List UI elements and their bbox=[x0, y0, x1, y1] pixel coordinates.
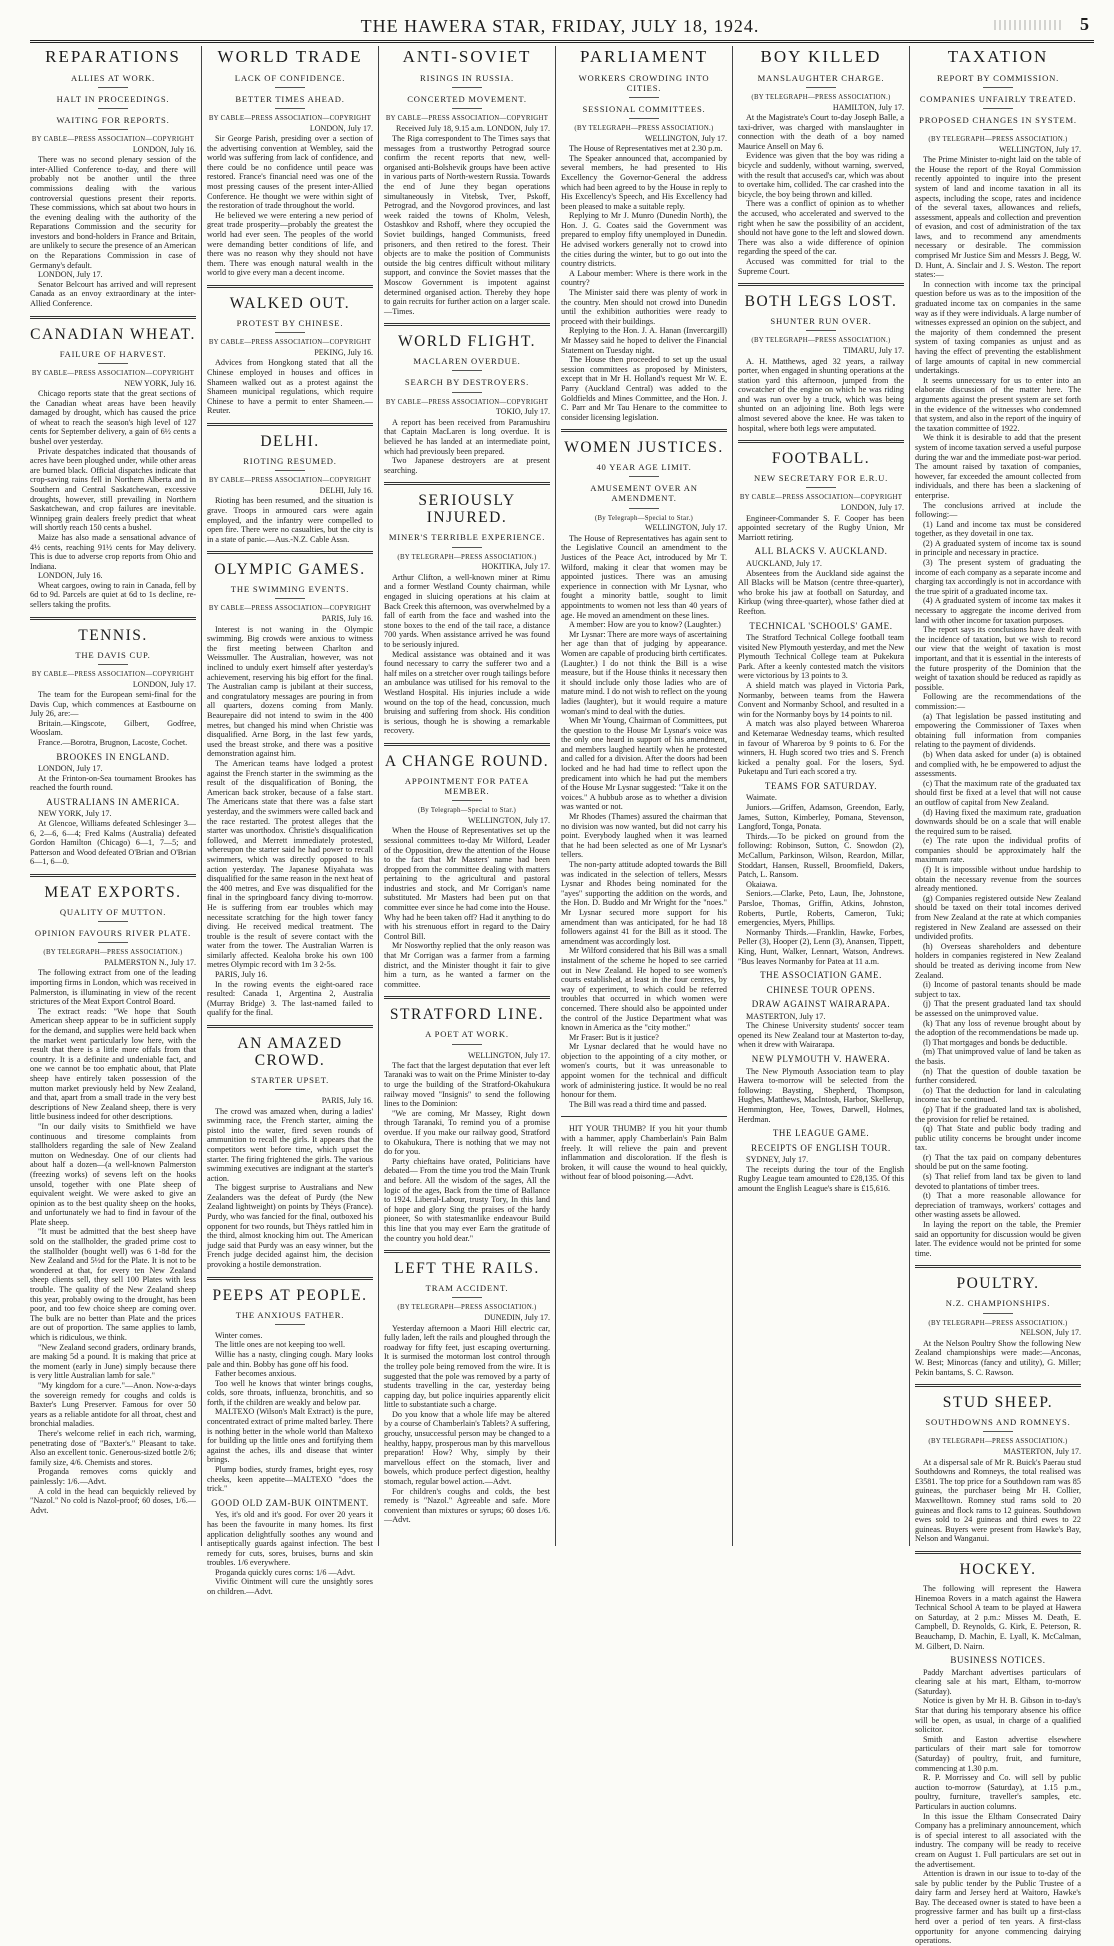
story-subhead: ALLIES AT WORK. bbox=[30, 73, 196, 88]
story-paragraph: The House then proceeded to set up the usual session committees as proposed by Ministers, except that in Mr H. Holland's request Mr W. E. Parry (Auckland Central) was added to the Goldfields and Mines Committee, and the Hon. J. C. Parr and Mr Tau Henare to the committee to consider licensing legislation. bbox=[561, 355, 727, 422]
story-paragraph: A member: How are you to know? (Laughter.) bbox=[569, 620, 721, 630]
story-dateline: PEKING, July 16. bbox=[314, 348, 373, 358]
masthead-rule bbox=[30, 40, 1094, 41]
story-dateline: PALMERSTON N., July 17. bbox=[104, 958, 196, 968]
story-paragraph: "In our daily visits to Smithfield we have continuous and tiresome complaints from stallholders regarding the sale of New Zealand mutton on Wednesday. One of our clients had about half a dozen—(a well-known Palmerston (freezing works) of sevens left on the hooks unsold, together with one Plate sheep of equivalent weight. We were asked to give an opinion as to the best quality sheep on the hooks, and unfortunately we had to find in favour of the Plate sheep. bbox=[30, 1121, 196, 1227]
story-divider bbox=[30, 316, 196, 319]
story-subhead: AMUSEMENT OVER AN AMENDMENT. bbox=[561, 483, 727, 508]
story-paragraph: At the Magistrate's Court to-day Joseph Balle, a taxi-driver, was charged with manslaughter in connection with the death of a boy named Maurice Ansell on May 6. bbox=[738, 113, 904, 151]
column-3 bbox=[384, 46, 550, 1546]
story-divider bbox=[384, 743, 550, 746]
story-paragraph: Normanby Thirds.—Franklin, Hawke, Forbes, Peller (3), Hooper (2), Lenn (3), Anansen, Tippett, King, Hunt, Walker, Lennart, Watson, Andrews. "Bus leaves Normanby for Patea at 11 a.m. bbox=[738, 927, 904, 966]
story-headline: CANADIAN WHEAT. bbox=[30, 325, 196, 343]
story-paragraph: Vivific Ointment will cure the unsightly sores on children.—Advt. bbox=[207, 1577, 373, 1597]
story-divider bbox=[30, 874, 196, 877]
story-subhead: WORKERS CROWDING INTO CITIES. bbox=[561, 73, 727, 98]
story-dateline: HAMILTON, July 17. bbox=[832, 102, 904, 112]
column-6 bbox=[915, 46, 1081, 1946]
story-paragraph: The fact that the largest deputation that ever left Taranaki was to wait on the Prime Minister to-day to urge the building of the Stratford-Okahukura railway moved "Insignis" to send the following lines to the Dominion: bbox=[384, 1060, 550, 1109]
story-dateline: LONDON, July 17. bbox=[840, 503, 904, 513]
story-divider bbox=[384, 323, 550, 326]
story-dateline: NELSON, July 17. bbox=[1020, 1328, 1081, 1338]
story-dateline: TOKIO, July 17. bbox=[495, 407, 550, 417]
story-paragraph: A report has been received from Paramushiru that Captain MacLaren is long overdue. It is believed he has landed at an intermediate point, which had previously been prepared. bbox=[384, 417, 550, 456]
story-subhead: STARTER UPSET. bbox=[207, 1075, 373, 1090]
story-paragraph: Engineer-Commander S. F. Cooper has been appointed secretary of the Rugby Union, Mr Marriott retiring. bbox=[738, 513, 904, 542]
story-divider bbox=[561, 1116, 727, 1117]
story-dateline: WELLINGTON, July 17. bbox=[467, 815, 550, 825]
story-paragraph: The report says its conclusions have dealt with the incidence of taxation, but we wish to record our view that the weight of taxation is most important, and that it is essential in the interests of the future prosperity of the Dominion that the weight of taxation should be reduced as rapidly as possible. bbox=[915, 625, 1081, 692]
story-paragraph: Interest is not waning in the Olympic swimming. Big crowds were anxious to witness the first meeting between Charlton and Weissmuller. The Australian, however, was not inclined to unduly exert himself after yesterday's achievement, reserving his big effort for the final. The Australian camp is jubilant at their success, and congratulatory messages are pouring in from all quarters, dozens coming from Manly. Beaurepaire did not intend to swim in the 400 metres, but changed his mind when Christie was disqualified. Arne Borg, in the last few yards, used the breast stroke, and there was a positive demonstration against him. bbox=[207, 624, 373, 759]
story-paragraph: Replying to Mr J. Munro (Dunedin North), the Hon. J. G. Coates said the Government was prepared to employ fifty unemployed in Dunedin. He advised workers generally not to crowd into the cities during the winter, but to go out into the country districts. bbox=[561, 211, 727, 269]
story-dateline: LONDON, July 17. bbox=[309, 123, 373, 133]
story-paragraph: Chicago reports state that the great sections of the Canadian wheat areas have been heavily damaged by drought, which has caused the price of wheat to reach the season's high level of 127 cents for September delivery, a gain of 6½ cents a bushel over yesterday. bbox=[30, 389, 196, 446]
story-paragraph: Maize has also made a sensational advance of 4½ cents, reaching 91½ cents for May delivery. This is due to adverse crop reports from Ohio and Indiana. bbox=[30, 532, 196, 571]
story-paragraph: Two Japanese destroyers are at present searching. bbox=[384, 456, 550, 475]
story-section-label: RECEIPTS OF ENGLISH TOUR. bbox=[751, 1142, 891, 1153]
story-paragraph: Mr Wilford considered that his Bill was a small instalment of the scheme he hoped to see carried out in New Zealand. He hoped to see women's courts established, at least in the four centres, by way of experiment, to which could be referred troubles that occurred in which women were concerned. There should also be appointed under the control of the Justice Department what was known in America as the "city mother." bbox=[561, 946, 727, 1033]
story-subhead: RIOTING RESUMED. bbox=[207, 456, 373, 471]
story-paragraph: The receipts during the tour of the English Rugby League team amounted to £28,135. Of this amount the English League's share is £15,616. bbox=[738, 1164, 904, 1193]
story-paragraph: The House of Representatives has again sent to the Legislative Council an amendment to the Justices of the Peace Act, introduced by Mr T. Wilford, making it clear that women may be appointed justices. There was an amusing experience in connection with Mr Lysnar, who fought a minority battle, sought to limit appointments to women not less than 40 years of age. He moved an amendment on these lines. bbox=[561, 533, 727, 620]
story-paragraph: Father becomes anxious. bbox=[215, 1369, 297, 1379]
story-byline: (BY TELEGRAPH—PRESS ASSOCIATION.) bbox=[574, 124, 714, 132]
story-paragraph: (f) It is impossible without undue hardship to obtain the necessary revenue from the sources already mentioned. bbox=[915, 865, 1081, 894]
story-dateline: PARIS, July 16. bbox=[321, 1096, 373, 1106]
story-paragraph: (g) Companies registered outside New Zealand should be taxed on their total incomes derived from New Zealand at the rate at which companies registered in New Zealand are assessed on their undivided profits. bbox=[915, 893, 1081, 942]
story-paragraph: Mr Nosworthy replied that the only reason was that Mr Corrigan was a farmer from a farming district, and the Minister thought it fair to give him a turn, as he wanted a farmer on the committee. bbox=[384, 941, 550, 989]
story-paragraph: In laying the report on the table, the Premier said an opportunity for discussion would be given later. The evidence would not be printed for some time. bbox=[915, 1220, 1081, 1258]
story-byline: BY CABLE—PRESS ASSOCIATION—COPYRIGHT bbox=[31, 135, 195, 143]
page-number: 5 bbox=[1080, 14, 1090, 34]
story-byline: BY CABLE—PRESS ASSOCIATION—COPYRIGHT bbox=[208, 477, 372, 485]
story-paragraph: (4) A graduated system of income tax makes it necessary to aggregate the income derived from land with other income for taxation purposes. bbox=[915, 596, 1081, 625]
story-paragraph: NEW YORK, July 17. bbox=[38, 809, 112, 819]
column-1 bbox=[30, 46, 196, 1546]
story-byline: (BY TELEGRAPH—PRESS ASSOCIATION.) bbox=[928, 135, 1068, 143]
story-paragraph: (a) That legislation be passed instituting and empowering the Commissioner of Taxes when obtaining full information from companies relating to the payment of dividends. bbox=[915, 711, 1081, 750]
story-subhead: SHUNTER RUN OVER. bbox=[738, 316, 904, 331]
story-byline: (By Telegraph—Special to Star.) bbox=[594, 514, 694, 522]
story-paragraph: R. P. Morrissey and Co. will sell by public auction to-morrow (Saturday), at 1.15 p.m., poultry, furniture, traveller's samples, etc. Particulars in auction columns. bbox=[915, 1773, 1081, 1811]
story-paragraph: Arthur Clifton, a well-known miner at Rimu and a former Westland County chairman, while engaged in sluicing operations at his claim at Back Creek this afternoon, was overwhelmed by a fall of earth from the face and washed into the stone boxes to the end of the tail race, a distance 700 yards. When assistance arrived he was found to be seriously injured. bbox=[384, 572, 550, 649]
story-paragraph: Mr Fraser: But is it justice? bbox=[569, 1032, 659, 1042]
story-dateline: PARIS, July 16. bbox=[321, 614, 373, 624]
story-section-label: CHINESE TOUR OPENS. bbox=[766, 984, 876, 995]
story-paragraph: (p) That if the graduated land tax is abolished, the provision for relief be retained. bbox=[915, 1104, 1081, 1124]
story-paragraph: AUCKLAND, July 17. bbox=[746, 558, 822, 568]
story-paragraph: (i) Income of pastoral tenants should be made subject to tax. bbox=[915, 980, 1081, 999]
story-dateline: LONDON, July 17. bbox=[132, 679, 196, 689]
story-dateline: DUNEDIN, July 17. bbox=[484, 1313, 550, 1323]
story-subhead: FAILURE OF HARVEST. bbox=[30, 349, 196, 364]
story-paragraph: There's welcome relief in each rich, warming, penetrating dose of "Baxter's." Pleasant to take. Also an excellent tonic. Generous-sized bottle 2/6; family size, 4/6. Chemists and stores. bbox=[30, 1428, 196, 1467]
story-paragraph: The American teams have lodged a protest against the French starter in the swimming as the result of the disqualification of Boning, the American back stroker, because of a false start. The Americans state that there was a false start yesterday, and the swimmers were called back and the race restarted. The protest alleges that the starter was unorthodox. Christie's disqualification followed, and Merrett immediately protested, whereupon the starter said he had power to recall swimmers, which was directly opposed to his action yesterday. The Japanese Miyahata was disqualified for the same reason in the next heat of the 400 metres, and Eve was disqualified for the final in the springboard fancy diving to-morrow. He is suffering from ear troubles which may necessitate scratching for the high tower fancy diving. He received medical treatment. The trouble is the result of severe contact with the water from the tower. The Australian Warren is similarly affected. Kealoha broke his own 100 metres Olympic record with 1m 3 2-5s. bbox=[207, 759, 373, 970]
story-byline: (BY TELEGRAPH—PRESS ASSOCIATION.) bbox=[928, 1319, 1068, 1327]
story-paragraph: A shield match was played in Victoria Park, Normanby, between teams from the Hawera Convent and Normanby School, and resulted in a win for the Normanby boys by 14 points to nil. bbox=[738, 681, 904, 719]
column-rule bbox=[555, 46, 556, 1546]
story-paragraph: (k) That any loss of revenue brought about by the adoption of the recommendations be made up. bbox=[915, 1018, 1081, 1038]
story-paragraph: It seems unnecessary for us to enter into an elaborate discussion of the matter here. The arguments against the present system are set forth in the evidence of the witnesses who condemned that system, and also in the report of the inquiry of the taxation committee of 1922. bbox=[915, 375, 1081, 433]
masthead-rule-lower bbox=[30, 42, 1094, 43]
story-paragraph: Accused was committed for trial to the Supreme Court. bbox=[738, 256, 904, 276]
column-rule bbox=[732, 46, 733, 1546]
story-section-label: TECHNICAL 'SCHOOLS' GAME. bbox=[749, 620, 893, 631]
story-subhead: TRAM ACCIDENT. bbox=[384, 1283, 550, 1298]
story-paragraph: At Glencoe, Williams defeated Schlesinger 3—6, 2—6, 6—4; Fred Kalms (Australia) defeated Gordon Hamilton (Chicago) 6—1, 7—5; and Patterson and Wood defeated O'Brian and O'Brian 6—1, 6—0. bbox=[30, 819, 196, 867]
story-paragraph: Sir George Parish, presiding over a section of the advertising convention at Wembley, said the world was suffering from lack of confidence, and there could be no confidence until peace was restored. France's financial need was one of the most pressing causes of the present inter-Allied Conference. He thought we were within sight of the restoration of trade throughout the world. bbox=[207, 134, 373, 211]
story-paragraph: Willie has a nasty, clinging cough. Mary looks pale and thin. Bobby has gone off his food. bbox=[207, 1349, 373, 1369]
story-paragraph: Senator Belcourt has arrived and will represent Canada as an envoy extraordinary at the inter-Allied Conference. bbox=[30, 279, 196, 309]
story-subhead: SEARCH BY DESTROYERS. bbox=[384, 377, 550, 392]
story-paragraph: (o) That the deduction for land in calculating income tax be continued. bbox=[915, 1085, 1081, 1105]
story-section-label: DRAW AGAINST WAIRARAPA. bbox=[751, 999, 891, 1010]
story-paragraph: At the Frinton-on-Sea tournament Brookes has reached the fourth round. bbox=[30, 773, 196, 793]
story-paragraph: Advices from Hongkong stated that all the Chinese employed in houses and offices in Shameen walked out as a protest against the Shameen municipal regulations, which require Chinese to have a permit to enter Shameen.—Reuter. bbox=[207, 358, 373, 416]
story-paragraph: Do you know that a whole life may be altered by a course of Chamberlain's Tablets? A suffering, grouchy, unsuccessful person may be changed to a healthy, happy, prosperous man by this marvellous preparation! How? Why, simply by their marvellous effect on the stomach, liver and bowels, which produce perfect digestion, healthy stomach, regular bowel action.—Advt. bbox=[384, 1409, 550, 1487]
story-subhead: MINER'S TERRIBLE EXPERIENCE. bbox=[384, 532, 550, 547]
story-paragraph: Plump bodies, sturdy frames, bright eyes, rosy cheeks, keen appetite—MALTEXO "does the trick." bbox=[207, 1465, 373, 1494]
story-divider bbox=[384, 482, 550, 485]
story-paragraph: When the House of Representatives set up the sessional committees to-day Mr Wilford, Leader of the Opposition, drew the attention of the House to the fact that Mr Masters' name had been dropped from the committee dealing with matters pertaining to the agricultural and pastoral industries and stock, and Mr Corrigan's name substituted. Mr Masters had been put on that committee ever since he had come into the House. Why had he been taken off? Had it anything to do with his strenuous effort in regard to the Dairy Control Bill. bbox=[384, 826, 550, 941]
story-divider bbox=[738, 283, 904, 286]
story-headline: AN AMAZED CROWD. bbox=[237, 1035, 343, 1070]
story-paragraph: The non-party attitude adopted towards the Bill was indicated in the selection of tellers, Messrs Lysnar and Rhodes being nominated for the "ayes" supporting the addition on the words, and the Hon. D. Buddo and Mr Wright for the "noes." Mr Lysnar secured more support for his amendment than was anticipated, for he had 18 followers against 41 for the Bill as it stood. The amendment was accordingly lost. bbox=[561, 860, 727, 946]
story-headline: MEAT EXPORTS. bbox=[44, 884, 182, 901]
story-paragraph: LONDON, July 16. bbox=[38, 571, 103, 581]
column-4 bbox=[561, 46, 727, 1546]
column-5 bbox=[738, 46, 904, 1546]
story-byline: (BY TELEGRAPH—PRESS ASSOCIATION.) bbox=[397, 1304, 537, 1312]
story-section-label: THE LEAGUE GAME. bbox=[772, 1128, 870, 1139]
story-subhead: CONCERTED MOVEMENT. bbox=[384, 94, 550, 109]
story-paragraph: (n) That the question of double taxation be further considered. bbox=[915, 1066, 1081, 1086]
story-paragraph: The crowd was amazed when, during a ladies' swimming race, the French starter, aiming the pistol into the water, fired seven rounds of ammunition to recall the girls. It appears that the competitors went before time, which upset the starter. The firing frightened the girls. The various swimming executives are indignant at the starter's action. bbox=[207, 1106, 373, 1183]
story-paragraph: The conclusions arrived at include the following:— bbox=[915, 500, 1081, 520]
story-paragraph: Waimate. bbox=[746, 793, 777, 803]
story-subhead: SESSIONAL COMMITTEES. bbox=[561, 104, 727, 119]
column-rule bbox=[378, 46, 379, 1546]
story-paragraph: Yesterday afternoon a Maori Hill electric car, fully laden, left the rails and ploughed through the roadway for fifty feet, just escaping overturning. It is surmised the motorman lost control through the trolley pole being removed from the wire. It is suggested that the pole was removed by a party of students travelling in the car, yesterday being capping day, but police inquiries apparently elicit little to substantiate such a charge. bbox=[384, 1323, 550, 1410]
story-paragraph: Evidence was given that the boy was riding a bicycle and suddenly, without warning, swerved, with the result that accused's car, which was about to overtake him, collided. The car crashed into the bicycle, the boy being thrown and killed. bbox=[738, 151, 904, 199]
story-byline: BY CABLE—PRESS ASSOCIATION—COPYRIGHT bbox=[385, 398, 549, 406]
masthead bbox=[30, 14, 1090, 38]
story-divider bbox=[207, 285, 373, 288]
story-paragraph: The extract reads: "We hope that South American sheep appear to be in sufficient supply for the demand, and supplies were held back when the market went particularly low here, with the result that there is a little more offals from that country. It is a definite and undeniable fact, and one we cannot be too emphatic about, that Plate sheep have entirely taken possession of the mutton market previously held by New Zealand, and that, apart from a small trade in the very best descriptions of New Zealand sheep, there is very little business indeed for other descriptions. bbox=[30, 1006, 196, 1122]
story-paragraph: There was a conflict of opinion as to whether the accused, who accelerated and swerved to the right when he saw the possibility of an accident, should not have gone to the left and slowed down. There was also a wide difference of opinion regarding the speed of the car. bbox=[738, 199, 904, 257]
story-paragraph: "We are coming, Mr Massey, Right down through Taranaki, To remind you of a promise overdue. If you make our railway good, Stratford to Okahukura, There is nothing that we may not do for you. bbox=[384, 1108, 550, 1157]
story-paragraph: The Stratford Technical College football team visited New Plymouth yesterday, and met the New Plymouth Technical College team at Pukekura Park. After a keenly contested match the visitors were victorious by 13 points to 3. bbox=[738, 633, 904, 681]
story-dateline: NEW YORK, July 16. bbox=[124, 378, 196, 388]
story-paragraph: A cold in the head can bequickly relieved by "Nazol." No cold is Nazol-proof; 60 doses, 1/6.—Advt. bbox=[30, 1486, 196, 1515]
story-paragraph: "It must be admitted that the best sheep have sold on the stallholder, the graded prime cost to the stallholder (bought well) was 6 1-8d for the New Zealand and 5½d for the Plate. It is not to be wondered at that, for every ten New Zealand sheep clients sell, they sell 100 Plates with less trouble. The quality of the New Zealand sheep this year, probably owing to the drought, has been poor, and too few choice sheep are coming over. The bulk are no better than Plate and the prices are out of proportion. The same applies to lamb, which is ridiculous, we think. bbox=[30, 1227, 196, 1342]
story-subhead: MACLAREN OVERDUE. bbox=[384, 356, 550, 371]
story-paragraph: Mr Rhodes (Thames) assured the chairman that no division was now wanted, but did not carry his point. Everybody laughed when it was learned that he had been selected as one of Mr Lysnar's tellers. bbox=[561, 812, 727, 860]
story-byline: BY CABLE—PRESS ASSOCIATION—COPYRIGHT bbox=[208, 114, 372, 122]
story-subhead: LACK OF CONFIDENCE. bbox=[207, 73, 373, 88]
story-divider bbox=[915, 1551, 1081, 1554]
story-paragraph: (d) Having fixed the maximum rate, graduation downwards should be on a scale that will enable the required sum to be raised. bbox=[915, 807, 1081, 836]
story-byline: (By Telegraph—Special to Star.) bbox=[417, 807, 517, 815]
column-rule bbox=[201, 46, 202, 1546]
story-subhead: RISINGS IN RUSSIA. bbox=[384, 73, 550, 88]
story-paragraph: The biggest surprise to Australians and New Zealanders was the defeat of Purdy (the New Zealand lightweight) on points by Thèys (France). Purdy, who was fancied for the final, outboxed his opponent for two rounds, but Thèys rattled him in the third, almost knocking him out. The American judge said that Purdy was an easy winner, but the French judge decided against him, the decision provoking a hostile demonstration. bbox=[207, 1183, 373, 1270]
story-headline: DELHI. bbox=[260, 432, 320, 450]
story-section-label: BROOKES IN ENGLAND. bbox=[56, 751, 170, 762]
masthead-title: THE HAWERA STAR, FRIDAY, JULY 18, 1924. bbox=[360, 15, 760, 36]
story-paragraph: LONDON, July 17. bbox=[38, 270, 103, 280]
story-paragraph: Absentees from the Auckland side against the All Blacks will be Matson (centre three-quarter), who broke his jaw at football on Saturday, and Kirkup (wing three-quarter), whose father died at Reefton. bbox=[738, 568, 904, 616]
story-paragraph: Party chieftains have orated, Politicians have debated— From the time you trod the Main Trunk and before. All the wisdom of the sages, All the logic of the ages, Back from the time of Ballance to 1924. Liberal-Labour, trusty Tory, In this land of hope and glory Sing the praises of the hardy pioneer, So with statesmanlike endeavour Build this line that you may ever Earn the gratitude of the country you hold dear." bbox=[384, 1156, 550, 1243]
story-paragraph: At the Nelson Poultry Show the following New Zealand championships were made:—Anconas, W. Best; Minorcas (fancy and utility), G. Miller; Pekin bantams, S. C. Rawson. bbox=[915, 1338, 1081, 1377]
story-paragraph: A Labour member: Where is there work in the country? bbox=[561, 268, 727, 288]
story-byline: (BY TELEGRAPH—PRESS ASSOCIATION.) bbox=[397, 553, 537, 561]
story-paragraph: The following will represent the Hawera Hinemoa Rovers in a match against the Hawera Technical School A team to be played at Hawera on Saturday, at 2 p.m.: Misses M. Death, E. Campbell, D. Reynolds, G. Kirk, E. Peterson, R. Beauchamp, D. Machin, E. Lyall, K. McCalman, M. Gilbert, D. Nairn. bbox=[915, 1583, 1081, 1651]
story-paragraph: (1) Land and income tax must be considered together, as they dovetail in one tax. bbox=[915, 519, 1081, 539]
story-subhead: PROPOSED CHANGES IN SYSTEM. bbox=[915, 115, 1081, 130]
story-headline: PARLIAMENT bbox=[580, 47, 708, 66]
story-divider bbox=[207, 1277, 373, 1280]
story-paragraph: Smith and Easton advertise elsewhere particulars of their mart sale for tomorrow (Saturday) of poultry, fruit, and furniture, commencing at 1.30 p.m. bbox=[915, 1734, 1081, 1773]
story-paragraph: In the rowing events the eight-oared race resulted: Canada 1, Argentina 2, Australia (Murray Bridge) 3. The last-named failed to qualify for the final. bbox=[207, 979, 373, 1018]
story-dateline: WELLINGTON, July 17. bbox=[644, 133, 727, 143]
story-dateline: TIMARU, July 17. bbox=[843, 346, 904, 356]
story-dateline: WELLINGTON, July 17. bbox=[467, 1050, 550, 1060]
story-headline: BOTH LEGS LOST. bbox=[744, 293, 898, 311]
faded-print-mark bbox=[994, 20, 1064, 30]
story-subhead: WAITING FOR REPORTS. bbox=[30, 115, 196, 130]
story-headline: TENNIS. bbox=[78, 626, 148, 644]
story-paragraph: The Prime Minister to-night laid on the table of the House the report of the Royal Commission recently appointed to inquire into the present system of land and income taxation in all its aspects, including the scope, rates and incidence of the several taxes, allowances and reliefs, assessment, appeals and collection and prevention of evasion, and cost of administration of the tax laws, and to recommend any amendments necessary or desirable. The commission comprised Mr Justice Sim and Messrs J. Begg, W. D. Hunt, A. Sinclair and J. S. Weston. The report states:— bbox=[915, 155, 1081, 280]
story-paragraph: LONDON, July 17. bbox=[38, 764, 103, 774]
story-paragraph: A match was also played between Whareroa and Ketemarae Wednesday teams, which resulted in favour of Whareroa by 9 points to 6. For the winners, H. Hugh scored two tries and S. French kicked a penalty goal. For the losers, Syd. Puketapu and Turi each scored a try. bbox=[738, 719, 904, 777]
story-paragraph: (q) That State and public body trading and public utility concerns be brought under income tax. bbox=[915, 1124, 1081, 1153]
story-paragraph: MALTEXO (Wilson's Malt Extract) is the pure, concentrated extract of prime malted barley. There is nothing better in the whole world than Maltexo for building up the little ones and fortifying them against the aches, ills and disease that winter brings. bbox=[207, 1407, 373, 1465]
story-dateline: WELLINGTON, July 17. bbox=[998, 144, 1081, 154]
story-byline: BY CABLE—PRESS ASSOCIATION—COPYRIGHT bbox=[31, 670, 195, 678]
story-subhead: HALT IN PROCEEDINGS. bbox=[30, 94, 196, 109]
story-subhead: THE ANXIOUS FATHER. bbox=[207, 1310, 373, 1325]
story-byline: BY CABLE—PRESS ASSOCIATION—COPYRIGHT bbox=[208, 605, 372, 613]
story-paragraph: The Chinese University students' soccer team opened its New Zealand tour at Masterton to-day, when it drew with Wairarapa. bbox=[738, 1021, 904, 1050]
story-subhead: BETTER TIMES AHEAD. bbox=[207, 94, 373, 109]
story-headline: STRATFORD LINE. bbox=[389, 1006, 545, 1024]
story-paragraph: The New Plymouth Association team to play Hawera to-morrow will be selected from the following: Baysting, Shepherd, Thompson, Hughes, Matthews, MacIntosh, Harbor, Skellerup, Hemmington, Hee, Towes, Darwell, Holmes, Herdman. bbox=[738, 1066, 904, 1124]
story-paragraph: The little ones are not keeping too well. bbox=[215, 1340, 346, 1350]
story-paragraph: (j) That the present graduated land tax should be assessed on the unimproved value. bbox=[915, 999, 1081, 1018]
story-divider bbox=[915, 1265, 1081, 1268]
story-subhead: APPOINTMENT FOR PATEA MEMBER. bbox=[384, 776, 550, 801]
story-headline: LEFT THE RAILS. bbox=[394, 1260, 540, 1278]
story-paragraph: Private despatches indicated that thousands of acres have been ploughed under, while other areas are burned black. Official dispatches indicate that crop-saving rains fell in Northern Alberta and in Southern and Central Saskatchewan, excessive droughts, however, still prevailing in Northern Saskatchewan, and crop failures are inevitable. Winnipeg grain dealers freely predict that wheat will shortly reach 150 cents a bushel. bbox=[30, 446, 196, 533]
story-divider bbox=[207, 551, 373, 554]
story-headline: WORLD TRADE bbox=[217, 47, 363, 66]
story-headline: ANTI-SOVIET bbox=[402, 47, 532, 66]
story-divider bbox=[915, 1384, 1081, 1387]
story-paragraph: Britain.—Kingscote, Gilbert, Godfree, Wooslam. bbox=[30, 718, 196, 738]
story-headline: BOY KILLED bbox=[760, 47, 882, 66]
story-divider bbox=[207, 423, 373, 426]
story-paragraph: The following extract from one of the leading importing firms in London, which was received in Palmerston, is illuminating in view of the recent strictures of the Meat Export Control Board. bbox=[30, 968, 196, 1007]
story-dateline: DELHI, July 16. bbox=[319, 485, 373, 495]
story-subhead: N.Z. CHAMPIONSHIPS. bbox=[915, 1298, 1081, 1313]
story-subhead: REPORT BY COMMISSION. bbox=[915, 73, 1081, 88]
story-paragraph: We think it is desirable to add that the present system of income taxation served a useful purpose during the war and the immediate post-war period. The amount raised by taxation of companies, however, far exceeded the amount collected from individuals, and there has been a slackening of enterprise. bbox=[915, 433, 1081, 500]
story-section-label: AUSTRALIANS IN AMERICA. bbox=[46, 796, 180, 807]
story-subhead: 40 YEAR AGE LIMIT. bbox=[561, 462, 727, 477]
story-subhead: QUALITY OF MUTTON. bbox=[30, 907, 196, 922]
story-paragraph: (2) A graduated system of income tax is sound in principle and necessary in practice. bbox=[915, 538, 1081, 558]
story-paragraph: Mr Lysnar declared that he would have no objection to the appointing of a city mother, or women's courts, but it was unreasonable to appoint women for the technical and difficult work of administering justice. It would be no real honour for them. bbox=[561, 1042, 727, 1100]
story-paragraph: (s) That relief from land tax be given to land devoted to plantations of timber trees. bbox=[915, 1172, 1081, 1191]
story-section-label: BUSINESS NOTICES. bbox=[950, 1655, 1046, 1666]
story-paragraph: "My kingdom for a cure."—Anon. Now-a-days the sovereign remedy for coughs and colds is Baxter's Lung Preserver. Famous for over 50 years as a reliable antidote for all throat, chest and bronchial maladies. bbox=[30, 1380, 196, 1429]
story-paragraph: Following are the recommendations of the commission:— bbox=[915, 692, 1081, 711]
story-divider bbox=[384, 996, 550, 999]
story-subhead: COMPANIES UNFAIRLY TREATED. bbox=[915, 94, 1081, 109]
story-paragraph: (h) Overseas shareholders and debenture holders in companies registered in New Zealand should be treated as deriving income from New Zealand. bbox=[915, 941, 1081, 980]
story-paragraph: Juniors.—Griffen, Adamson, Greendon, Early, James, Sutton, Kimberley, Pomana, Stevenson, Langford, Tonga, Ponata. bbox=[738, 803, 904, 832]
story-divider bbox=[384, 1250, 550, 1253]
story-headline: HOCKEY. bbox=[959, 1560, 1037, 1578]
story-headline: SERIOUSLY INJURED. bbox=[418, 492, 516, 527]
story-dateline: MASTERTON, July 17. bbox=[1003, 1447, 1081, 1457]
story-headline: WOMEN JUSTICES. bbox=[564, 439, 724, 457]
story-byline: BY CABLE—PRESS ASSOCIATION—COPYRIGHT bbox=[739, 494, 903, 502]
story-paragraph: There was no second plenary session of the inter-Allied Conference to-day, and there will probably not be another until the three commissions dealing with the various controversial questions present their reports. These commissions, which sat about two hours in the evening dealing with the authority of the Reparations Commission and the security for investors and bond-holders in France and Britain, are unlikely to secure the presence of an American on the Reparations Commission in case of Germany's default. bbox=[30, 155, 196, 270]
story-headline: A CHANGE ROUND. bbox=[384, 752, 550, 770]
story-headline: WORLD FLIGHT. bbox=[397, 333, 537, 351]
story-paragraph: Thirds.—To be picked on ground from the following: Robinson, Sutton, C. Snowdon (2), McCallum, Parkinson, Wilson, Reardon, Millar, Stoddart, Hansen, Russell, Broomfield, Dakers, Patch, L. Ransom. bbox=[738, 831, 904, 880]
story-subhead: THE SWIMMING EVENTS. bbox=[207, 584, 373, 599]
story-paragraph: In this issue the Eltham Consecrated Dairy Company has a preliminary announcement, which is of special interest to all associated with the industry. The company will be ready to receive cream on August 1. Full particulars are set out in the advertisement. bbox=[915, 1811, 1081, 1869]
story-paragraph: The Speaker announced that, accompanied by several members, he had presented to His Excellency the Governor-General the address which had been agreed to by the House in reply to His Excellency's Speech, and His Excellency had been pleased to make a suitable reply. bbox=[561, 153, 727, 211]
column-2 bbox=[207, 46, 373, 1597]
story-paragraph: In connection with income tax the principal question before us was as to the imposition of the graduated income tax on companies in the same way as if they were individuals. A large number of witnesses expressed an opinion on the subject, and the majority of them condemned the present system of taxing companies as unjust and as having the effect of preventing the establishment of large amounts of capital in new commercial undertakings. bbox=[915, 279, 1081, 376]
story-paragraph: (m) That unimproved value of land be taken as the basis. bbox=[915, 1047, 1081, 1066]
story-divider bbox=[207, 1025, 373, 1028]
story-paragraph: Proganda quickly cures corns: 1/6 —Advt. bbox=[215, 1567, 356, 1577]
story-paragraph: Yes, it's old and it's good. For over 20 years it has been the favourite in many homes. Its first application delightfully soothes any wound and antiseptically guards against infection. The best remedy for cuts, sores, bruises, burns and skin troubles. 1/6 everywhere. bbox=[207, 1510, 373, 1568]
story-divider bbox=[30, 617, 196, 620]
story-paragraph: Winter comes. bbox=[215, 1330, 263, 1340]
story-paragraph: Seniors.—Clarke, Peto, Laun, Ihe, Johnstone, Parsloe, Thomas, Griffin, Atkins, Johnston, Roberts, Purtle, Roberts, Cameron, Tuki; emergencies, Myers, Phillips. bbox=[738, 889, 904, 928]
story-paragraph: (l) That mortgages and bonds be deductible. bbox=[923, 1037, 1068, 1047]
story-byline: BY CABLE—PRESS ASSOCIATION—COPYRIGHT bbox=[208, 339, 372, 347]
story-headline: REPARATIONS bbox=[45, 47, 181, 66]
story-byline: BY CABLE—PRESS ASSOCIATION—COPYRIGHT bbox=[385, 114, 549, 122]
story-section-label: THE ASSOCIATION GAME. bbox=[760, 970, 882, 981]
story-paragraph: Wheat cargoes, owing to rain in Canada, fell by 6d to 9d. Parcels are quiet at 6d to 1s decline, re-sellers taking the profits. bbox=[30, 580, 196, 610]
story-paragraph: Medical assistance was obtained and it was found necessary to carry the sufferer two and a half miles on a stretcher over rough tailings before an ambulance was utilised for his removal to the Westland Hospital. His injuries include a wide wound on the top of the head, concussion, much bruising and suffering from shock. His condition is serious, though he is showing a remarkable recovery. bbox=[384, 649, 550, 736]
column-rule bbox=[909, 46, 910, 1546]
story-byline: (BY TELEGRAPH—PRESS ASSOCIATION.) bbox=[928, 1438, 1068, 1446]
story-headline: POULTRY. bbox=[956, 1275, 1040, 1293]
story-paragraph: Mr Lysnar: There are more ways of ascertaining her age than that of judging by appearance. Women are capable of producing birth certificates. (Laughter.) I do not think the Bill is a wise measure, but if the House thinks it necessary then it should include only those ladies who are of mature mind. I do not wish to reflect on the young ladies (laughter), but it would require a mature woman's mind to deal with the duties. bbox=[561, 629, 727, 716]
story-headline: FOOTBALL. bbox=[771, 450, 871, 468]
story-paragraph: MASTERTON, July 17. bbox=[746, 1011, 826, 1021]
story-paragraph: The Riga correspondent to The Times says that messages from a trustworthy Petrograd source confirm the recent reports that new, well-organised anti-Bolshevik groups have been active in various parts of North-western Russia. Towards the end of June they began operations simultaneously in Vitebsk, Tver, Pskoff, Petrograd, and the Novgorod provinces, and last week raided the towns of Kholm, Velesh, Ostashkov and Rshoff, where they occupied the Soviet buildings, hanged Communists, freed prisoners, and then retired to the forest. Their objects are to make the position of Communists outside the big centres difficult without military support, and convince the Soviet masses that the Moscow Government is impotent against determined organised action. Thereby they hope to gain recruits for further action on a larger scale.—Times. bbox=[384, 134, 550, 316]
story-dateline: HOKITIKA, July 17. bbox=[481, 562, 550, 572]
story-paragraph: He believed we were entering a new period of great trade prosperity—probably the greatest the world had ever seen. The peoples of the world were demanding better conditions of life, and there was no reason why they should not have them. There was enough natural wealth in the world to give every man a decent income. bbox=[207, 210, 373, 278]
story-paragraph: France.—Borotra, Brugnon, Lacoste, Cochet. bbox=[38, 738, 188, 748]
story-headline: TAXATION bbox=[947, 47, 1049, 66]
story-paragraph: Rioting has been resumed, and the situation is grave. Troops in armoured cars were again employed, and the infantry were compelled to open fire. There were no casualties, but the city is in a state of panic.—Aus.-N.Z. Cable Assn. bbox=[207, 496, 373, 544]
story-section-label: NEW PLYMOUTH V. HAWERA. bbox=[751, 1054, 891, 1065]
story-paragraph: The Bill was read a third time and passed. bbox=[569, 1099, 707, 1109]
story-divider bbox=[561, 429, 727, 432]
story-dateline: WELLINGTON, July 17. bbox=[644, 523, 727, 533]
story-paragraph: Notice is given by Mr H. B. Gibson in to-day's Star that during his temporary absence his office will be open, as usual, in charge of a qualified solicitor. bbox=[915, 1696, 1081, 1735]
story-dateline: LONDON, July 16. bbox=[132, 144, 196, 154]
story-paragraph: When Mr Young, Chairman of Committees, put the question to the House Mr Lysnar's voice was the only one heard in support of his amendment, and members laughed heartily when he protested and called for a division. After the doors had been locked and he had had time to reflect upon the predicament into which he had put the members of the House Mr Lysnar suggested: "Take it on the voices." A hubbub arose as to whether a division was wanted or not. bbox=[561, 716, 727, 812]
story-paragraph: Replying to the Hon. J. A. Hanan (Invercargill) Mr Massey said he hoped to deliver the Financial Statement on Tuesday night. bbox=[561, 326, 727, 355]
story-paragraph: Paddy Marchant advertises particulars of clearing sale at his mart, Eltham, to-morrow (Saturday). bbox=[915, 1667, 1081, 1696]
story-headline: STUD SHEEP. bbox=[942, 1394, 1054, 1412]
story-paragraph: At a dispersal sale of Mr R. Buick's Paerau stud Southdowns and Romneys, the total realised was £3581. The top price for a Southdown ram was 85 guineas, the purchaser being Mr H. Collier, Maxwelltown. Romney stud rams sold to 20 guineas and flock rams to 12 guineas. Southdown ewes sold to 24 guineas and third ewes to 22 guineas. Buyers were present from Hawke's Bay, Nelson and Wanganui. bbox=[915, 1457, 1081, 1544]
story-paragraph: (c) That the maximum rate of the graduated tax should first be fixed at a level that will not cause an outflow of capital from New Zealand. bbox=[915, 778, 1081, 807]
story-paragraph: SYDNEY, July 17. bbox=[746, 1155, 809, 1165]
story-paragraph: Too well he knows that winter brings coughs, colds, sore throats, influenza, bronchitis, and so forth, if the children are weakly and below par. bbox=[207, 1378, 373, 1407]
story-subhead: PROTEST BY CHINESE. bbox=[207, 318, 373, 333]
story-paragraph: The team for the European semi-final for the Davis Cup, which commences at Eastbourne on July 26, are:— bbox=[30, 690, 196, 719]
story-paragraph: (e) The rate upon the individual profits of companies should be approximately half the maximum rate. bbox=[915, 836, 1081, 865]
story-paragraph: For children's coughs and colds, the best remedy is "Nazol." Agreeable and safe. More convenient than mixtures or syrups; 60 doses 1/6.—Advt. bbox=[384, 1486, 550, 1525]
story-subhead: OPINION FAVOURS RIVER PLATE. bbox=[30, 928, 196, 943]
story-headline: PEEPS AT PEOPLE. bbox=[212, 1286, 368, 1304]
story-byline: (BY TELEGRAPH—PRESS ASSOCIATION.) bbox=[751, 93, 891, 101]
story-paragraph: (t) That a more reasonable allowance for depreciation of tramways, workers' cottages and other wasting assets be allowed. bbox=[915, 1191, 1081, 1220]
story-subhead: THE DAVIS CUP. bbox=[30, 650, 196, 665]
story-paragraph: Attention is drawn in our issue to to-day of the sale by public tender by the Public Trustee of a dairy farm and Jersey herd at Waitoro, Hawke's Bay. The deceased owner is stated to have been a progressive farmer and has built up a first-class herd over a period of ten years. A first-class opportunity for anyone commencing dairying operations. bbox=[915, 1869, 1081, 1946]
story-paragraph: "New Zealand second graders, ordinary brands, are making 5d a pound. It is making that price at the moment (early in June) simply because there is very little Australian lamb for sale." bbox=[30, 1342, 196, 1381]
story-paragraph: The House of Representatives met at 2.30 p.m. bbox=[569, 144, 723, 154]
story-paragraph: HIT YOUR THUMB? If you hit your thumb with a hammer, apply Chamberlain's Pain Balm freely. It will relieve the pain and prevent inflammation and discoloration. If the flesh is broken, it will cause the wound to heal quickly, without fear of blood poisoning.—Advt. bbox=[561, 1124, 727, 1182]
story-paragraph: A. H. Matthews, aged 32 years, a railway porter, when engaged in shunting operations at the station yard this afternoon, jumped from the cowcatcher of the engine on which he was riding and was run over by a truck, which was being shunted on an adjoining line. Both legs were almost severed above the knee. He was taken to hospital, where both legs were amputated. bbox=[738, 356, 904, 433]
story-subhead: SOUTHDOWNS AND ROMNEYS. bbox=[915, 1417, 1081, 1432]
story-section-label: ALL BLACKS V. AUCKLAND. bbox=[754, 546, 888, 557]
story-subhead: MANSLAUGHTER CHARGE. bbox=[738, 73, 904, 88]
story-dateline: Received July 18, 9.15 a.m. LONDON, July 17. bbox=[396, 123, 550, 133]
story-section-label: TEAMS FOR SATURDAY. bbox=[764, 780, 878, 791]
story-paragraph: Okaiawa. bbox=[746, 879, 778, 889]
story-paragraph: The Minister said there was plenty of work in the country. Men should not crowd into Dunedin until the exhibition authorities were ready to proceed with their buildings. bbox=[561, 288, 727, 326]
story-subhead: A POET AT WORK. bbox=[384, 1029, 550, 1044]
story-paragraph: (b) When data asked for under (a) is obtained and complied with, he be empowered to adjust the assessments. bbox=[915, 749, 1081, 779]
story-byline: (BY TELEGRAPH—PRESS ASSOCIATION.) bbox=[43, 949, 183, 957]
story-divider bbox=[738, 440, 904, 443]
story-paragraph: Proganda removes corns quickly and painlessly: 1/6.—Advt. bbox=[30, 1467, 196, 1486]
story-section-label: GOOD OLD ZAM-BUK OINTMENT. bbox=[211, 1497, 369, 1508]
story-paragraph: (3) The present system of graduating the income of each company as a separate income and charging tax accordingly is not in accordance with the true spirit of a graduated income tax. bbox=[915, 558, 1081, 596]
story-paragraph: (r) That the tax paid on company debentures should be put on the same footing. bbox=[915, 1152, 1081, 1172]
story-headline: WALKED OUT. bbox=[229, 294, 351, 312]
story-headline: OLYMPIC GAMES. bbox=[214, 561, 366, 579]
story-byline: (BY TELEGRAPH—PRESS ASSOCIATION.) bbox=[751, 337, 891, 345]
story-byline: BY CABLE—PRESS ASSOCIATION—COPYRIGHT bbox=[31, 369, 195, 377]
story-subhead: NEW SECRETARY FOR E.R.U. bbox=[738, 473, 904, 488]
story-paragraph: PARIS, July 16. bbox=[215, 970, 268, 980]
